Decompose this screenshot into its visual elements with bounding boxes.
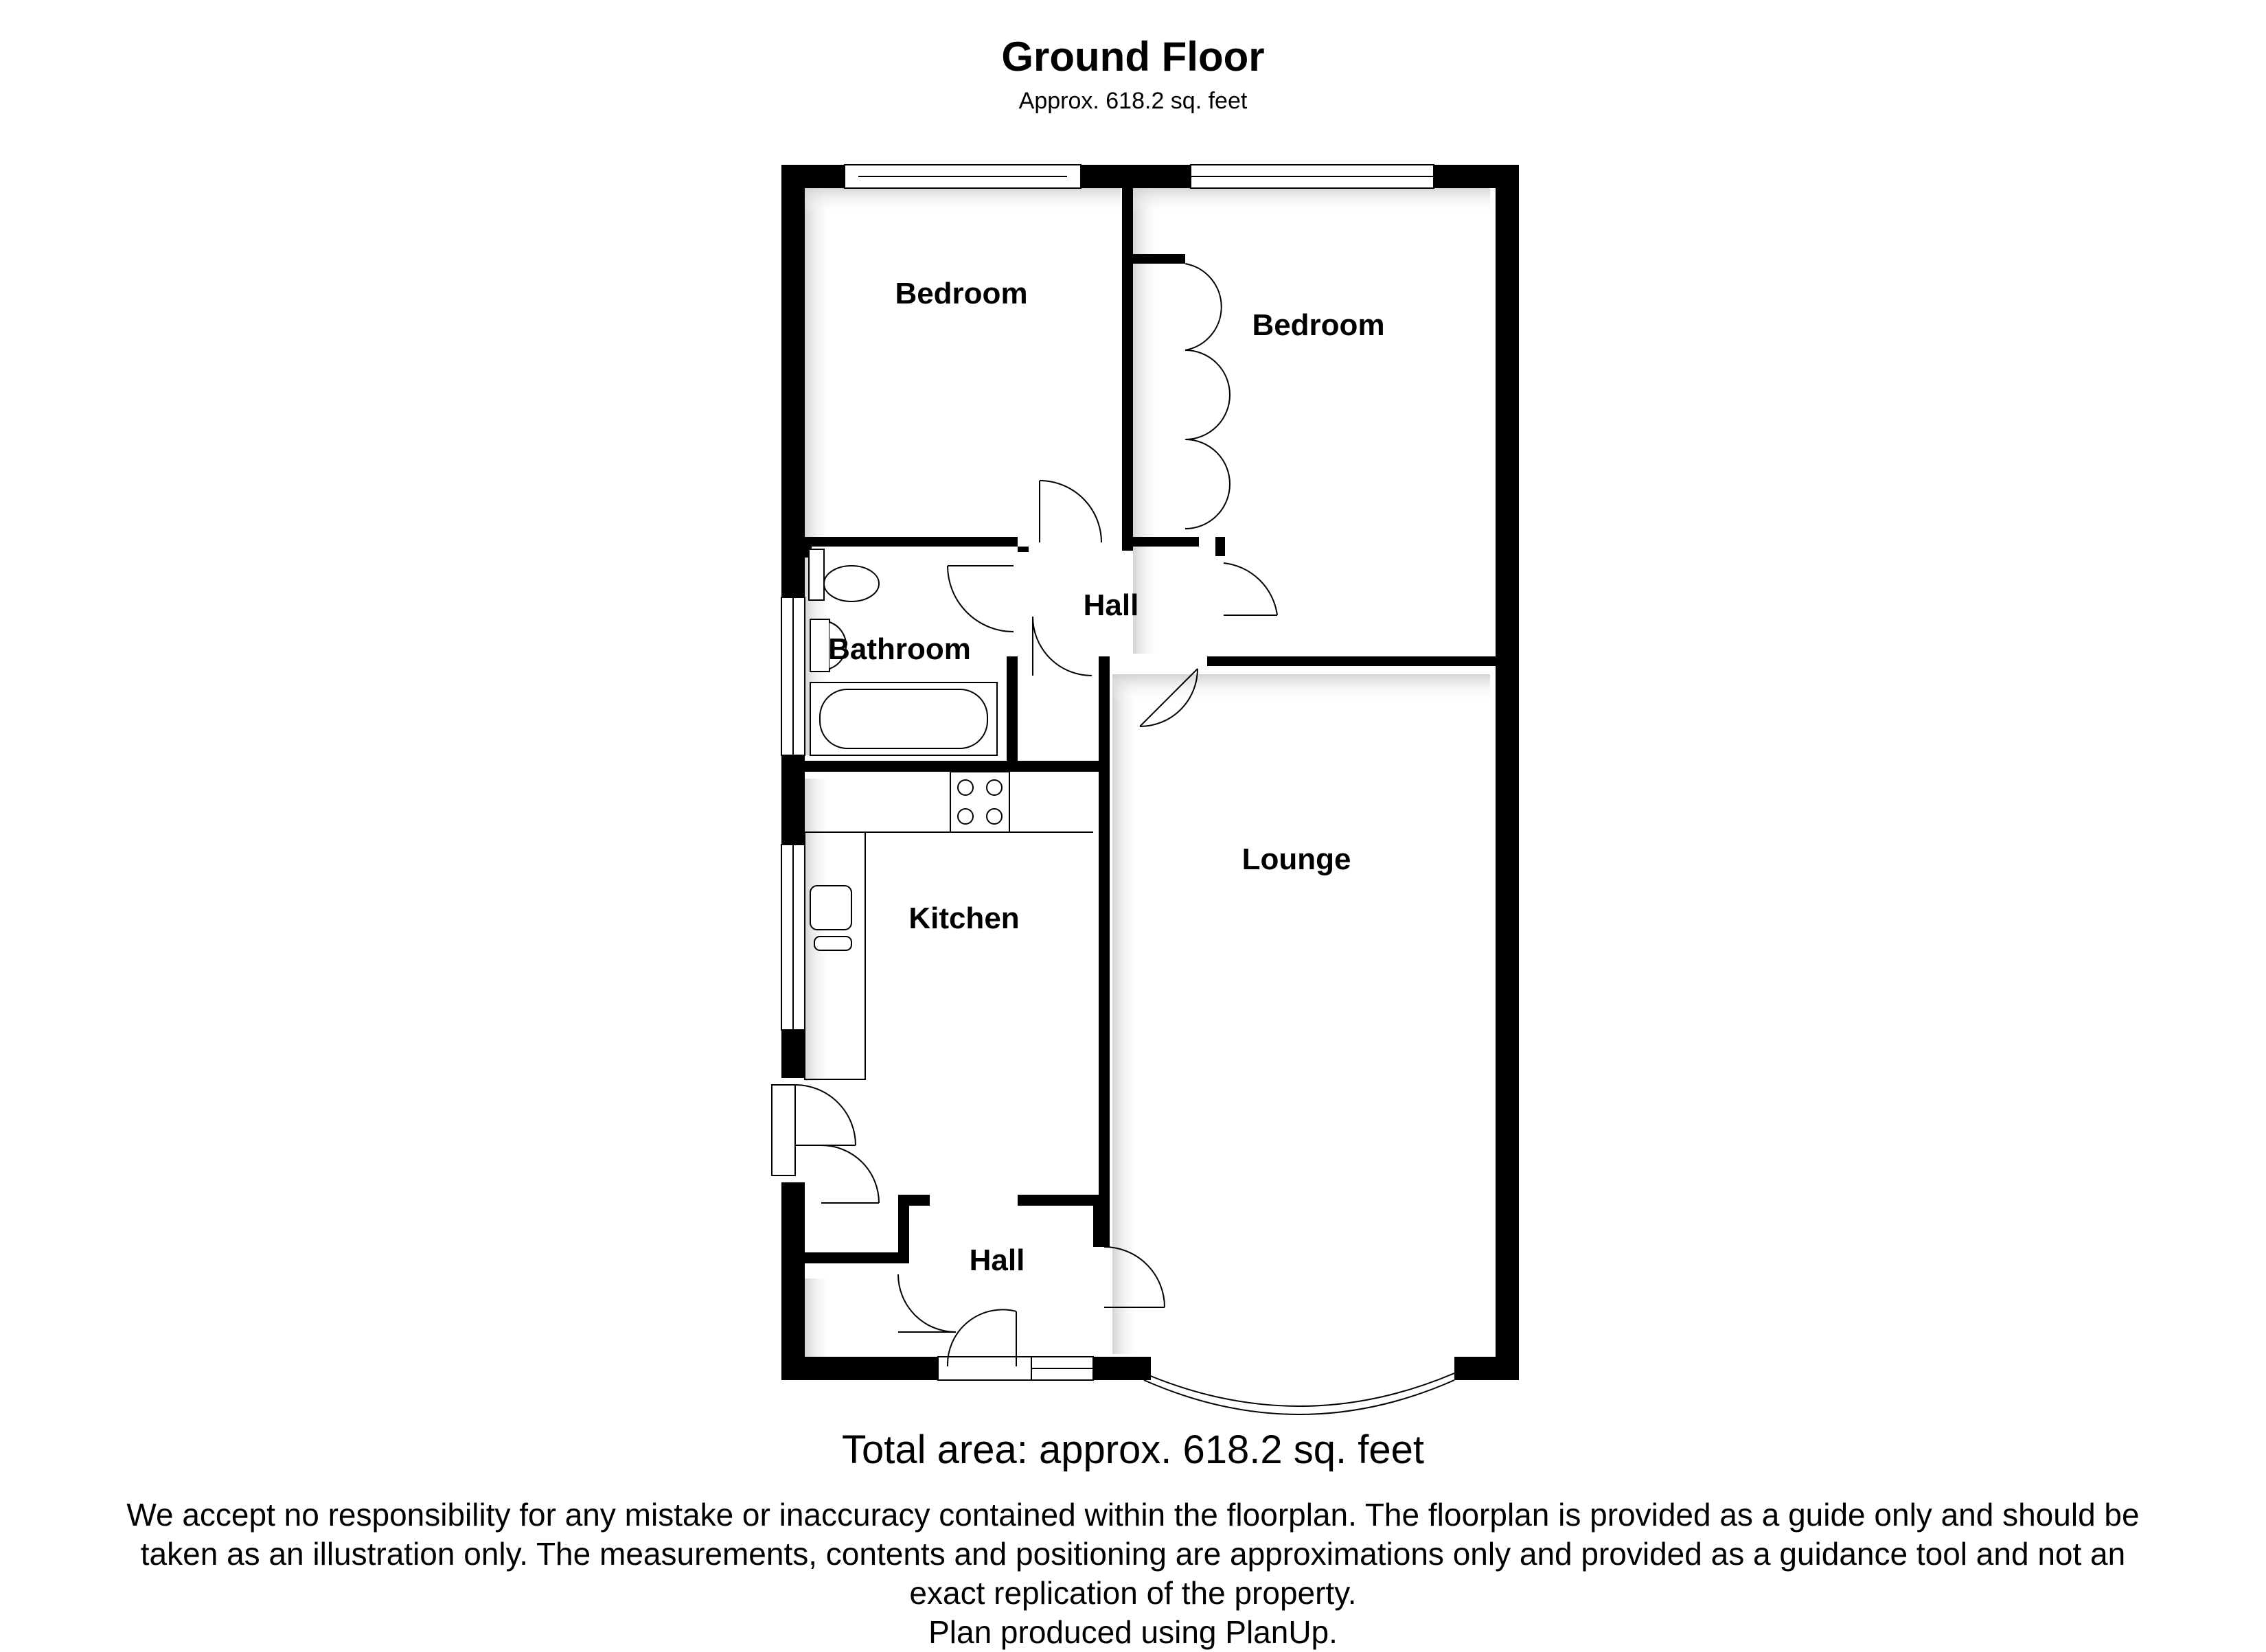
room-label-bedroom-2: Bedroom xyxy=(1252,308,1385,342)
room-label-kitchen: Kitchen xyxy=(908,902,1020,935)
room-label-bedroom-1: Bedroom xyxy=(895,277,1028,310)
room-label-hall-lower: Hall xyxy=(969,1243,1025,1277)
disclaimer-line-3: exact replication of the property. xyxy=(909,1575,1357,1611)
room-label-bathroom: Bathroom xyxy=(828,632,971,666)
disclaimer-line-1: We accept no responsibility for any mistake or inaccuracy contained within the floorplan. The floorplan is provided as a guide only and should be xyxy=(126,1497,2140,1533)
room-label-hall-upper: Hall xyxy=(1083,588,1139,622)
produced-by: Plan produced using PlanUp. xyxy=(928,1614,1338,1650)
basin-icon xyxy=(810,619,829,672)
disclaimer xyxy=(41,1495,2225,1652)
total-area: Total area: approx. 618.2 sq. feet xyxy=(842,1427,1424,1472)
fixtures xyxy=(805,549,1093,1079)
floor-title: Ground Floor xyxy=(1001,34,1265,80)
floor-area-subtitle: Approx. 618.2 sq. feet xyxy=(1018,88,1248,114)
hob-icon xyxy=(950,772,1009,832)
sink-icon xyxy=(810,886,851,930)
doors xyxy=(772,264,1277,1380)
disclaimer-line-2: taken as an illustration only. The measurements, contents and positioning are approximations only and provided as a guidance tool and not an xyxy=(140,1536,2126,1572)
room-label-lounge: Lounge xyxy=(1241,842,1351,876)
toilet-icon xyxy=(824,566,879,601)
